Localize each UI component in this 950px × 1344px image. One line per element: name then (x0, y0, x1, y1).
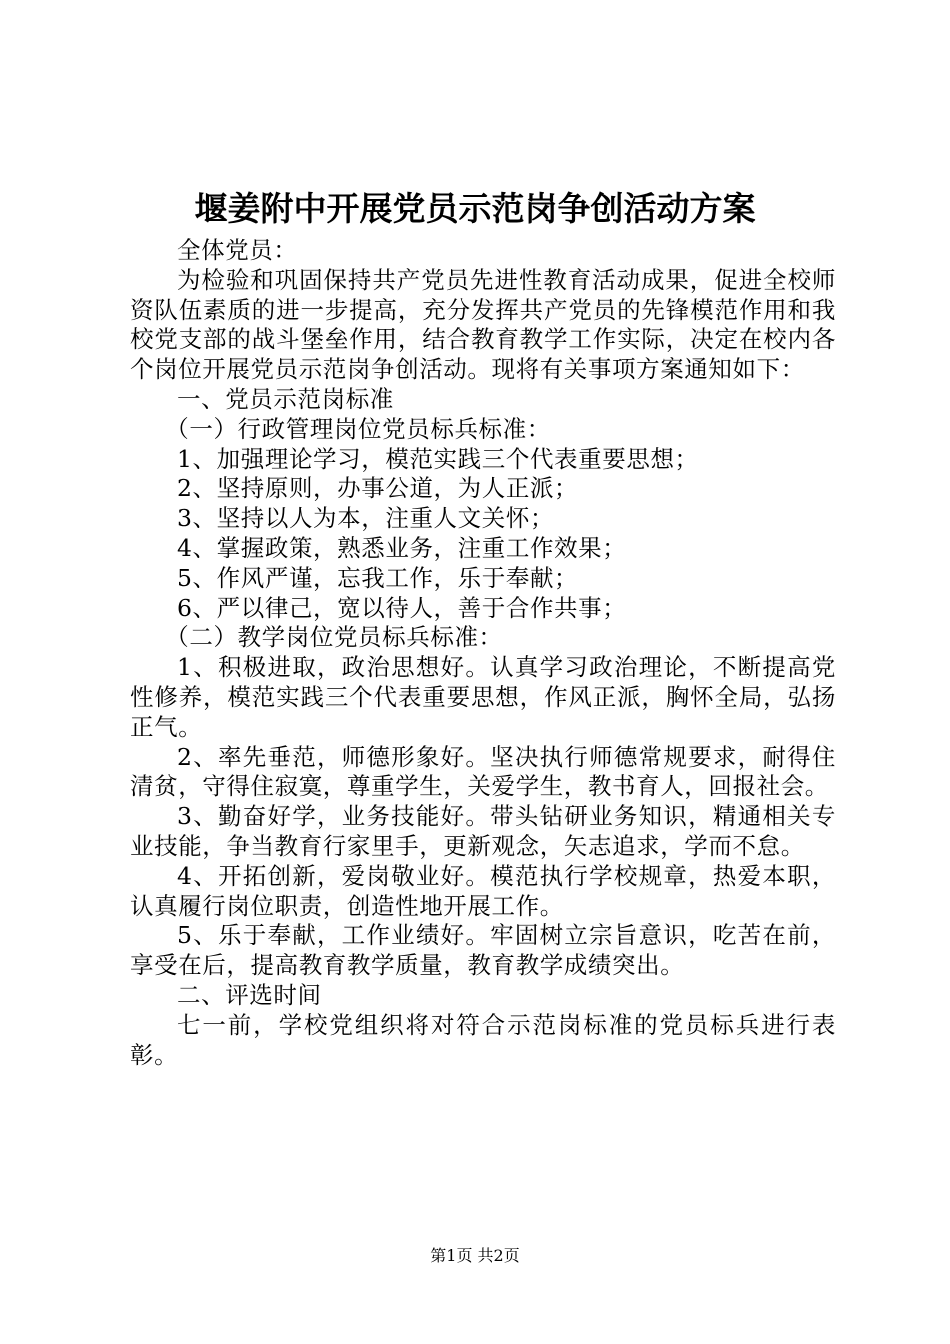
list-item: 3、坚持以人为本，注重人文关怀； (177, 504, 555, 533)
section-heading: 二、评选时间 (177, 980, 322, 1009)
page-footer: 第1页 共2页 (430, 1246, 520, 1265)
list-item: 4、掌握政策，熟悉业务，注重工作效果； (177, 533, 627, 562)
list-item: 1、积极进取，政治思想好。认真学习政治理论，不断提高党性修养，模范实践三个代表重要思想，作风正派，胸怀全局，弘扬正气。 (130, 653, 836, 741)
paragraph: 七一前，学校党组织将对符合示范岗标准的党员标兵进行表彰。 (130, 1010, 836, 1069)
list-item: 5、乐于奉献，工作业绩好。牢固树立宗旨意识，吃苦在前，享受在后，提高教育教学质量，教育教学成绩突出。 (130, 921, 836, 980)
page-title: 堰姜附中开展党员示范岗争创活动方案 (194, 189, 756, 228)
list-item: 2、率先垂范，师德形象好。坚决执行师德常规要求，耐得住清贫，守得住寂寞，尊重学生，关爱学生，教书育人，回报社会。 (130, 742, 836, 801)
paragraph: 全体党员： (177, 236, 298, 264)
subsection-heading: （二）教学岗位党员标兵标准： (165, 623, 503, 652)
list-item: 3、勤奋好学，业务技能好。带头钻研业务知识，精通相关专业技能，争当教育行家里手，更新观念，矢志追求，学而不怠。 (130, 802, 836, 860)
list-item: 2、坚持原则，办事公道，为人正派； (177, 474, 579, 503)
list-item: 1、加强理论学习，模范实践三个代表重要思想； (177, 444, 699, 473)
section-heading: 一、党员示范岗标准 (177, 384, 394, 413)
subsection-heading: （一）行政管理岗位党员标兵标准： (165, 414, 551, 443)
paragraph: 为检验和巩固保持共产党员先进性教育活动成果，促进全校师资队伍素质的进一步提高，充分发挥共产党员的先锋模范作用和我校党支部的战斗堡垒作用，结合教育教学工作实际，决定在校内各个岗位开展党员示范岗争创活动。现将有关事项方案通知如下： (130, 265, 836, 384)
list-item: 4、开拓创新，爱岗敬业好。模范执行学校规章，热爱本职，认真履行岗位职责，创造性地开展工作。 (130, 861, 836, 920)
list-item: 6、严以律己，宽以待人，善于合作共事； (177, 593, 627, 622)
document-body (130, 236, 836, 1070)
list-item: 5、作风严谨，忘我工作，乐于奉献； (177, 563, 579, 592)
